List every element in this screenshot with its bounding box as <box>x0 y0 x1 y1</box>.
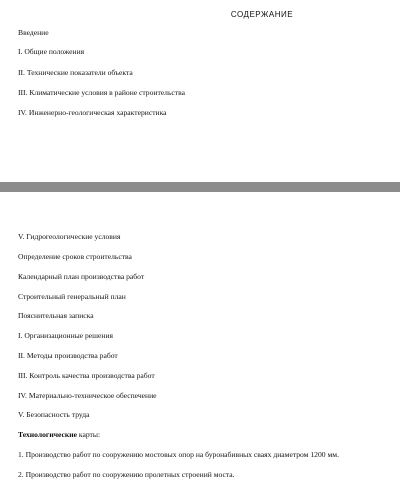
toc-entry: Введение <box>18 28 49 37</box>
toc-entry: V. Безопасность труда <box>18 410 90 419</box>
document-page-2 <box>0 192 400 491</box>
toc-entry: I. Организационные решения <box>18 331 114 340</box>
tech-card-entry: 1. Производство работ по сооружению мостовых опор на буронабивных сваях диаметром 1200 мм. <box>18 450 339 459</box>
toc-entry: I. Общие положения <box>18 47 85 56</box>
document-page-1 <box>0 0 400 182</box>
toc-entry: IV. Материально-техническое обеспечение <box>18 391 157 400</box>
toc-title: СОДЕРЖАНИЕ <box>230 10 294 19</box>
toc-entry: Строительный генеральный план <box>18 292 126 301</box>
tech-cards-label: Технологические <box>18 430 77 439</box>
tech-cards-heading <box>18 430 100 440</box>
tech-card-entry: 2. Производство работ по сооружению пролетных строений моста. <box>18 470 235 479</box>
toc-entry: II. Методы производства работ <box>18 351 118 360</box>
toc-entry: Пояснительная записка <box>18 311 94 320</box>
toc-entry: V. Гидрогеологические условия <box>18 232 121 241</box>
toc-entry: III. Климатические условия в районе строительства <box>18 88 185 97</box>
tech-cards-rest: карты: <box>76 430 101 439</box>
toc-entry: III. Контроль качества производства работ <box>18 371 155 380</box>
toc-entry: Календарный план производства работ <box>18 272 145 281</box>
toc-entry: Определение сроков строительства <box>18 252 132 261</box>
page-separator <box>0 182 400 192</box>
toc-entry: IV. Инженерно-геологическая характеристика <box>18 108 167 117</box>
toc-entry: II. Технические показатели объекта <box>18 68 133 77</box>
